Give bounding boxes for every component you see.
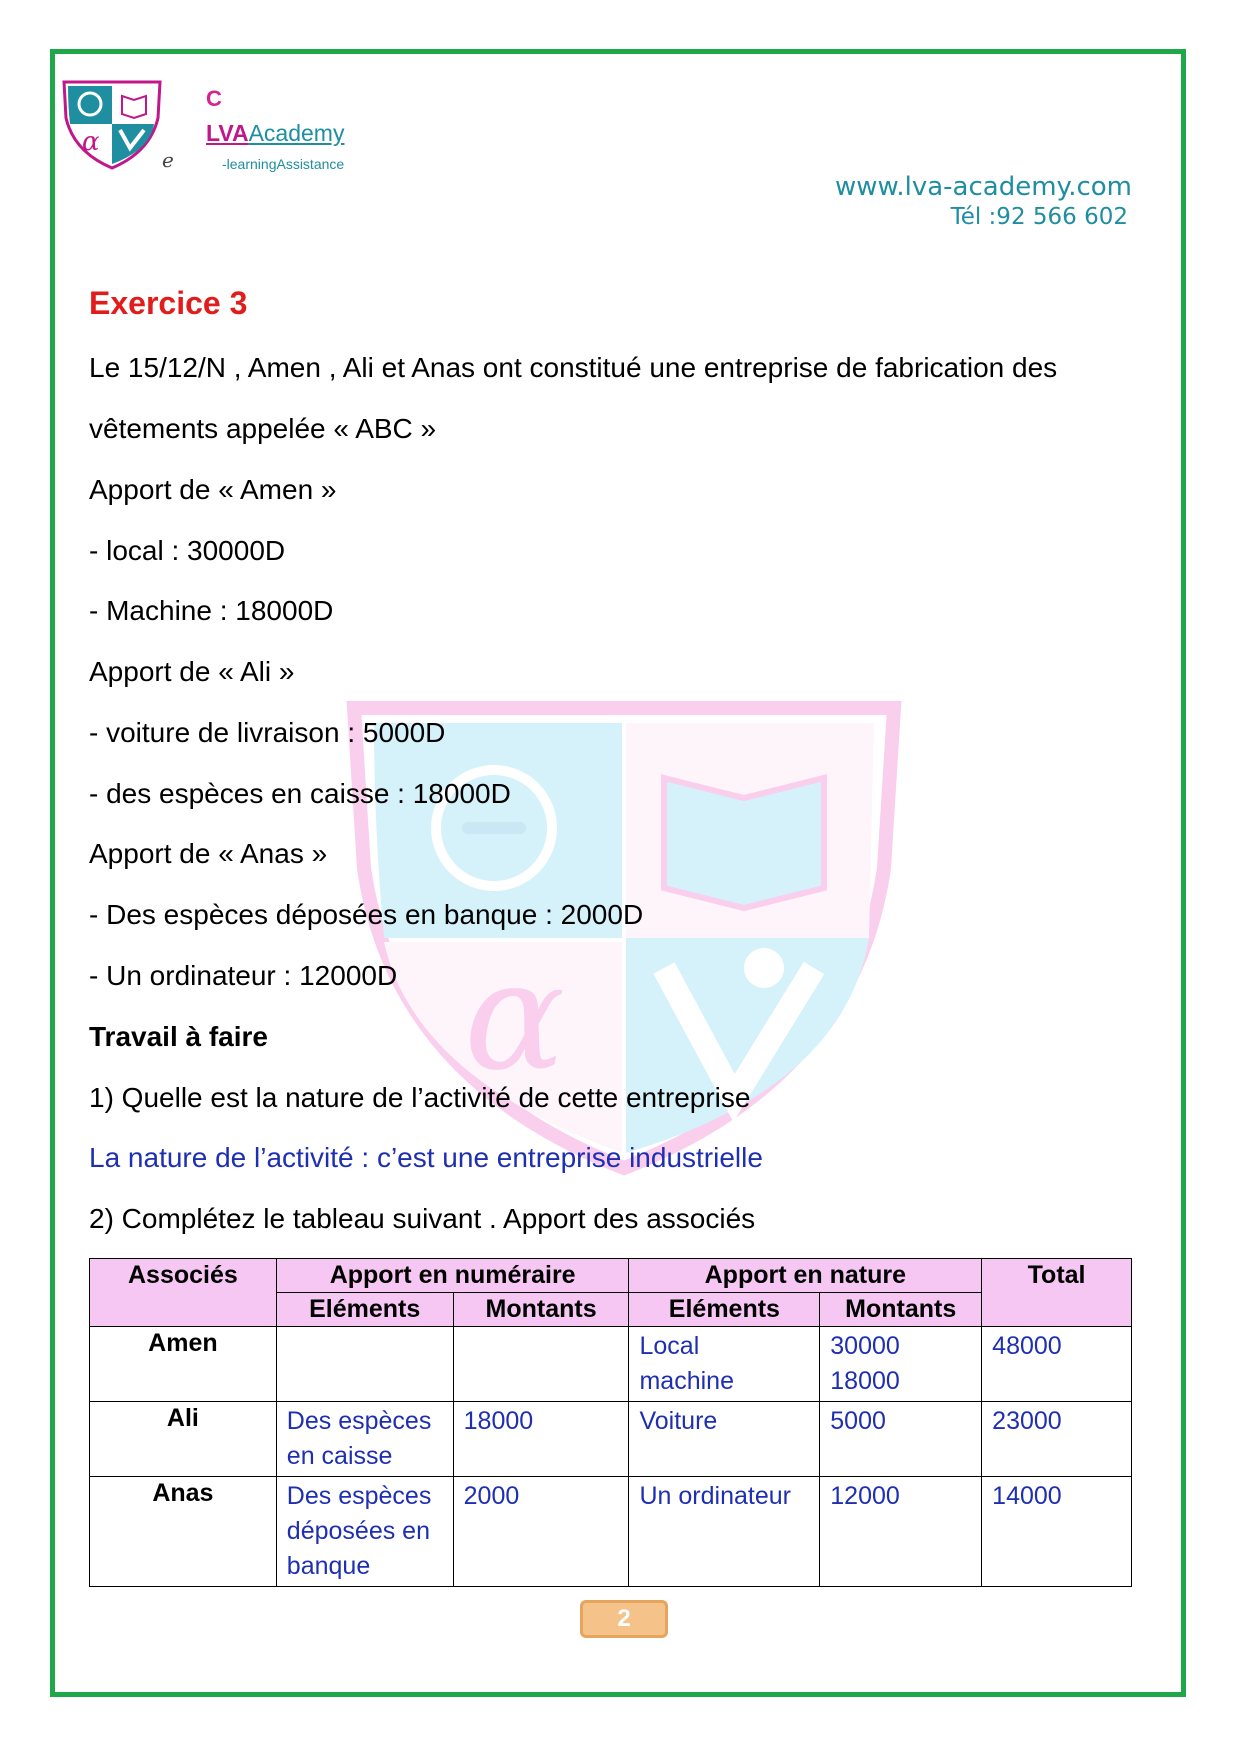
header-apport-numeraire: Apport en numéraire [276, 1259, 629, 1293]
anas-num-elements [276, 1477, 453, 1587]
ali-nat-elements: Voiture [629, 1402, 820, 1477]
ali-num-montants: 18000 [453, 1402, 629, 1477]
header-associes: Associés [90, 1259, 277, 1327]
intro-line-1: Le 15/12/N , Amen , Ali et Anas ont constitué une entreprise de fabrication des [89, 352, 1058, 383]
header-apport-nature: Apport en nature [629, 1259, 982, 1293]
brand-c: C [206, 86, 222, 111]
subheader-nat-elements: Eléments [629, 1293, 820, 1327]
associe-amen: Amen [90, 1327, 277, 1402]
associe-ali: Ali [90, 1402, 277, 1477]
amen-nat-element-local: Local [639, 1332, 700, 1360]
anas-num-montants: 2000 [453, 1477, 629, 1587]
question-1: 1) Quelle est la nature de l’activité de cette entreprise [89, 1082, 751, 1113]
anas-nat-elements: Un ordinateur [629, 1477, 820, 1587]
table-row [90, 1327, 1132, 1402]
table-row [90, 1402, 1132, 1477]
ali-total: 23000 [982, 1402, 1132, 1477]
apport-anas-heading: Apport de « Anas » [89, 838, 328, 869]
answer-1: La nature de l’activité : c’est une entreprise industrielle [89, 1142, 763, 1173]
apport-amen-heading: Apport de « Amen » [89, 474, 337, 505]
svg-text:α: α [464, 930, 566, 1104]
anas-item-ordinateur: - Un ordinateur : 12000D [89, 960, 398, 991]
amen-nat-element-machine: machine [639, 1367, 734, 1395]
associe-anas: Anas [90, 1477, 277, 1587]
amen-nat-montants [820, 1327, 982, 1402]
brand-name [206, 120, 344, 147]
phone-number: Tél :92 566 602 [950, 204, 1128, 230]
exercise-title: Exercice 3 [89, 285, 248, 321]
ali-num-element-line-1: Des espèces [286, 1407, 432, 1435]
brand-e: e [162, 148, 174, 172]
amen-num-elements [276, 1327, 453, 1402]
brand-lva: LVA [206, 120, 249, 146]
question-2: 2) Complétez le tableau suivant . Apport des associés [89, 1203, 756, 1234]
amen-item-local: - local : 30000D [89, 535, 286, 566]
anas-total: 14000 [982, 1477, 1132, 1587]
brand-academy: Academy [248, 120, 345, 146]
travail-heading: Travail à faire [89, 1021, 269, 1052]
anas-nat-montants: 12000 [820, 1477, 982, 1587]
subheader-nat-montants: Montants [820, 1293, 982, 1327]
lva-academy-logo [58, 78, 166, 170]
anas-num-element-line-2: déposées en [286, 1517, 430, 1545]
amen-nat-elements [629, 1327, 820, 1402]
amen-num-montants [453, 1327, 629, 1402]
amen-nat-montant-machine: 18000 [830, 1367, 900, 1395]
subheader-num-elements: Eléments [276, 1293, 453, 1327]
ali-nat-montants: 5000 [820, 1402, 982, 1477]
anas-item-especes: - Des espèces déposées en banque : 2000D [89, 899, 644, 930]
ali-num-element-line-2: en caisse [286, 1442, 393, 1470]
table-header-row [90, 1259, 1132, 1293]
amen-total: 48000 [982, 1327, 1132, 1402]
header-total: Total [982, 1259, 1132, 1327]
amen-nat-montant-local: 30000 [830, 1332, 900, 1360]
apport-ali-heading: Apport de « Ali » [89, 656, 295, 687]
website-link[interactable]: www.lva-academy.com [834, 172, 1132, 202]
amen-item-machine: - Machine : 18000D [89, 595, 334, 626]
table-row [90, 1477, 1132, 1587]
svg-text:α: α [82, 127, 100, 157]
intro-line-2: vêtements appelée « ABC » [89, 413, 437, 444]
ali-num-elements [276, 1402, 453, 1477]
anas-num-element-line-3: banque [286, 1552, 371, 1580]
anas-num-element-line-1: Des espèces [286, 1482, 432, 1510]
ali-item-voiture: - voiture de livraison : 5000D [89, 717, 446, 748]
page-number: 2 [580, 1600, 668, 1638]
apports-table [89, 1258, 1132, 1587]
brand-tagline: -learningAssistance [222, 156, 345, 172]
subheader-num-montants: Montants [453, 1293, 629, 1327]
ali-item-especes: - des espèces en caisse : 18000D [89, 778, 511, 809]
